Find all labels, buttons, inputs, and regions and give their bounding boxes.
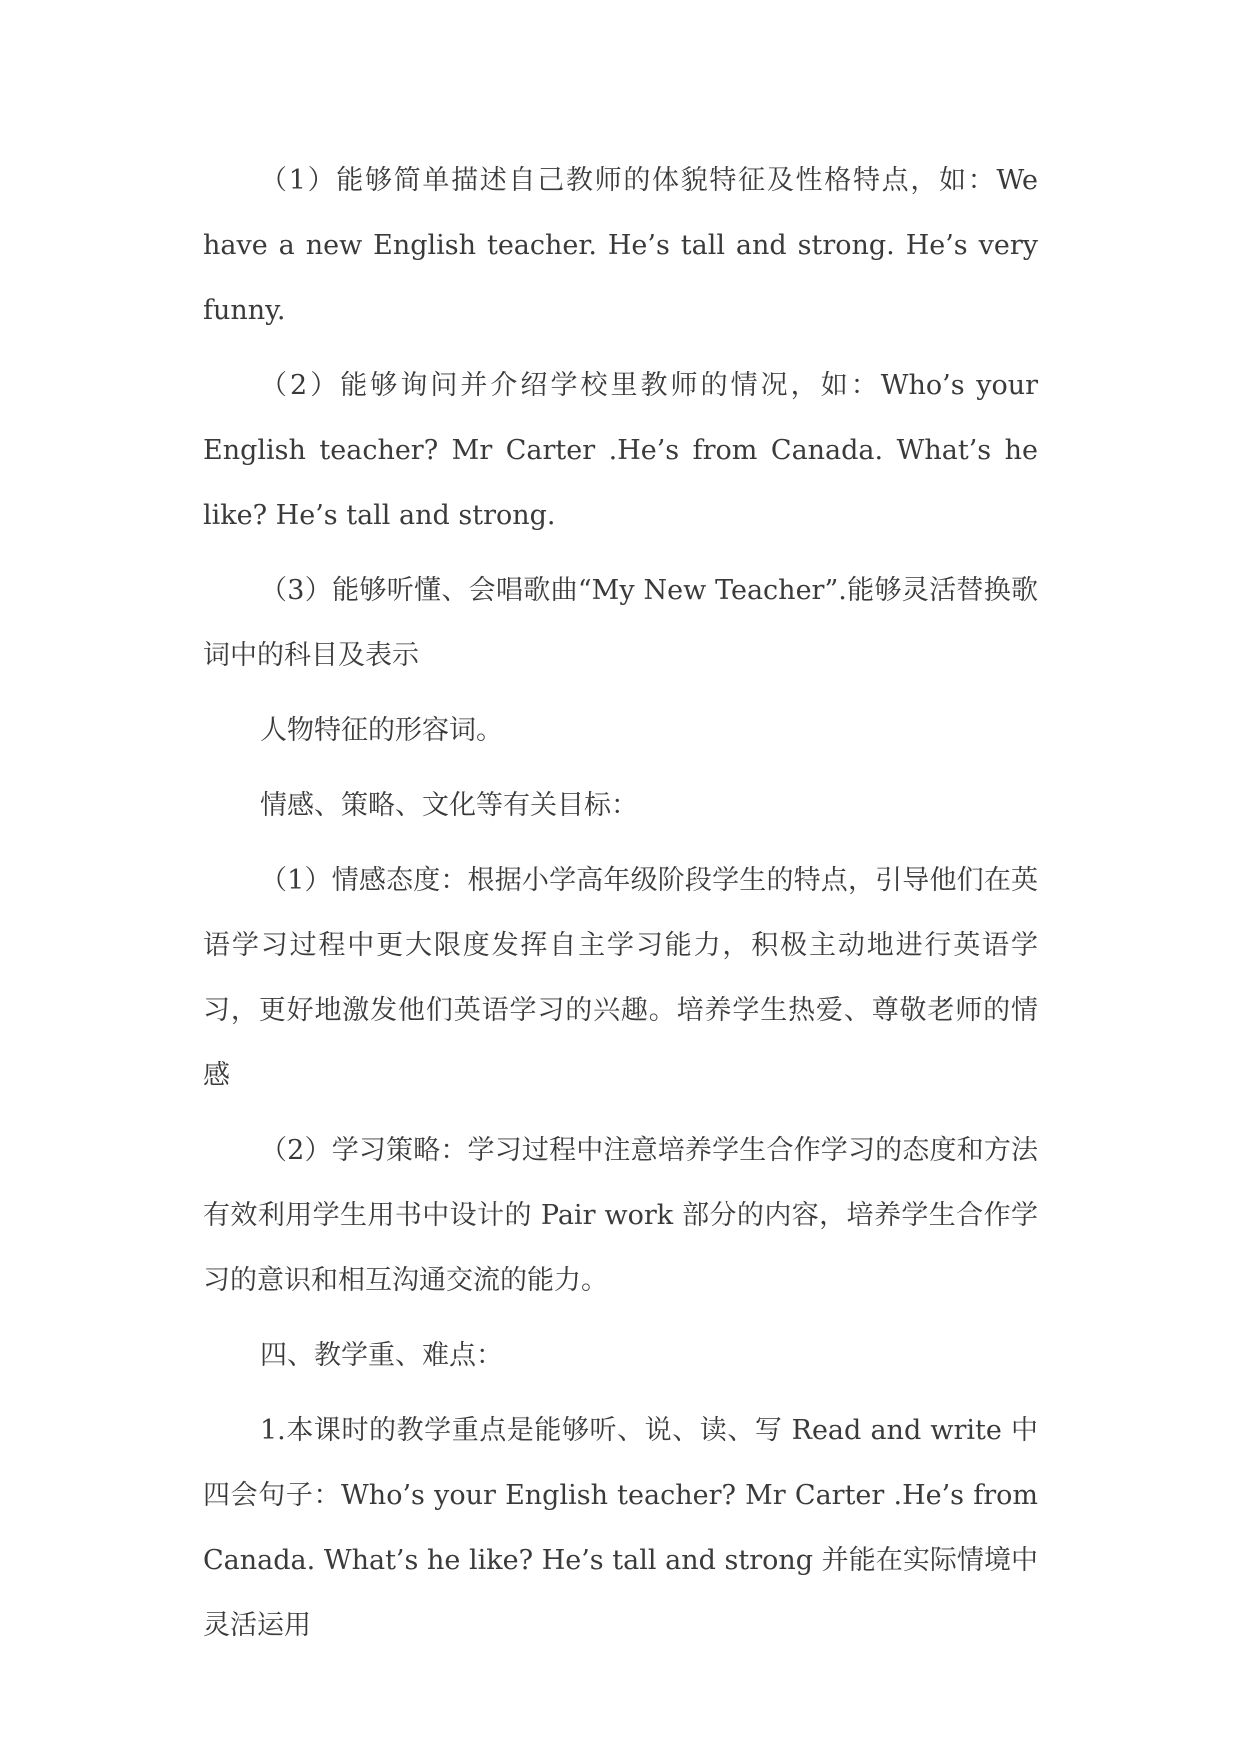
affective-attitude-paragraph: （1）情感态度：根据小学高年级阶段学生的特点，引导他们在英语学习过程中更大限度发挥自主学习能力，积极主动地进行英语学习，更好地激发他们英语学习的兴趣。培养学生热爱、尊敬老师的情感 (203, 865, 1038, 1091)
document-body (203, 148, 1038, 1668)
section-heading-affective-goals: 情感、策略、文化等有关目标： (260, 790, 638, 821)
objective-paragraph-3-continued: 人物特征的形容词。 (260, 715, 503, 746)
objective-paragraph-2: （2）能够询问并介绍学校里教师的情况，如：Who’s your English teacher? Mr Carter .He’s from Canada. What’s he like? He’s tall and strong. (203, 370, 1038, 531)
learning-strategy-paragraph: （2）学习策略：学习过程中注意培养学生合作学习的态度和方法有效利用学生用书中设计的 Pair work 部分的内容，培养学生合作学习的意识和相互沟通交流的能力。 (203, 1135, 1038, 1296)
key-point-paragraph-1: 1.本课时的教学重点是能够听、说、读、写 Read and write 中四会句子：Who’s your English teacher? Mr Carter .He’s from Canada. What’s he like? He’s tall and strong 并能在实际情境中灵活运用 (203, 1415, 1038, 1641)
objective-paragraph-3: （3）能够听懂、会唱歌曲“My New Teacher”.能够灵活替换歌词中的科目及表示 (203, 575, 1038, 671)
objective-paragraph-1: （1）能够简单描述自己教师的体貌特征及性格特点，如：We have a new English teacher. He’s tall and strong. He’s very funny. (203, 165, 1038, 326)
section-heading-key-points: 四、教学重、难点： (260, 1340, 503, 1371)
